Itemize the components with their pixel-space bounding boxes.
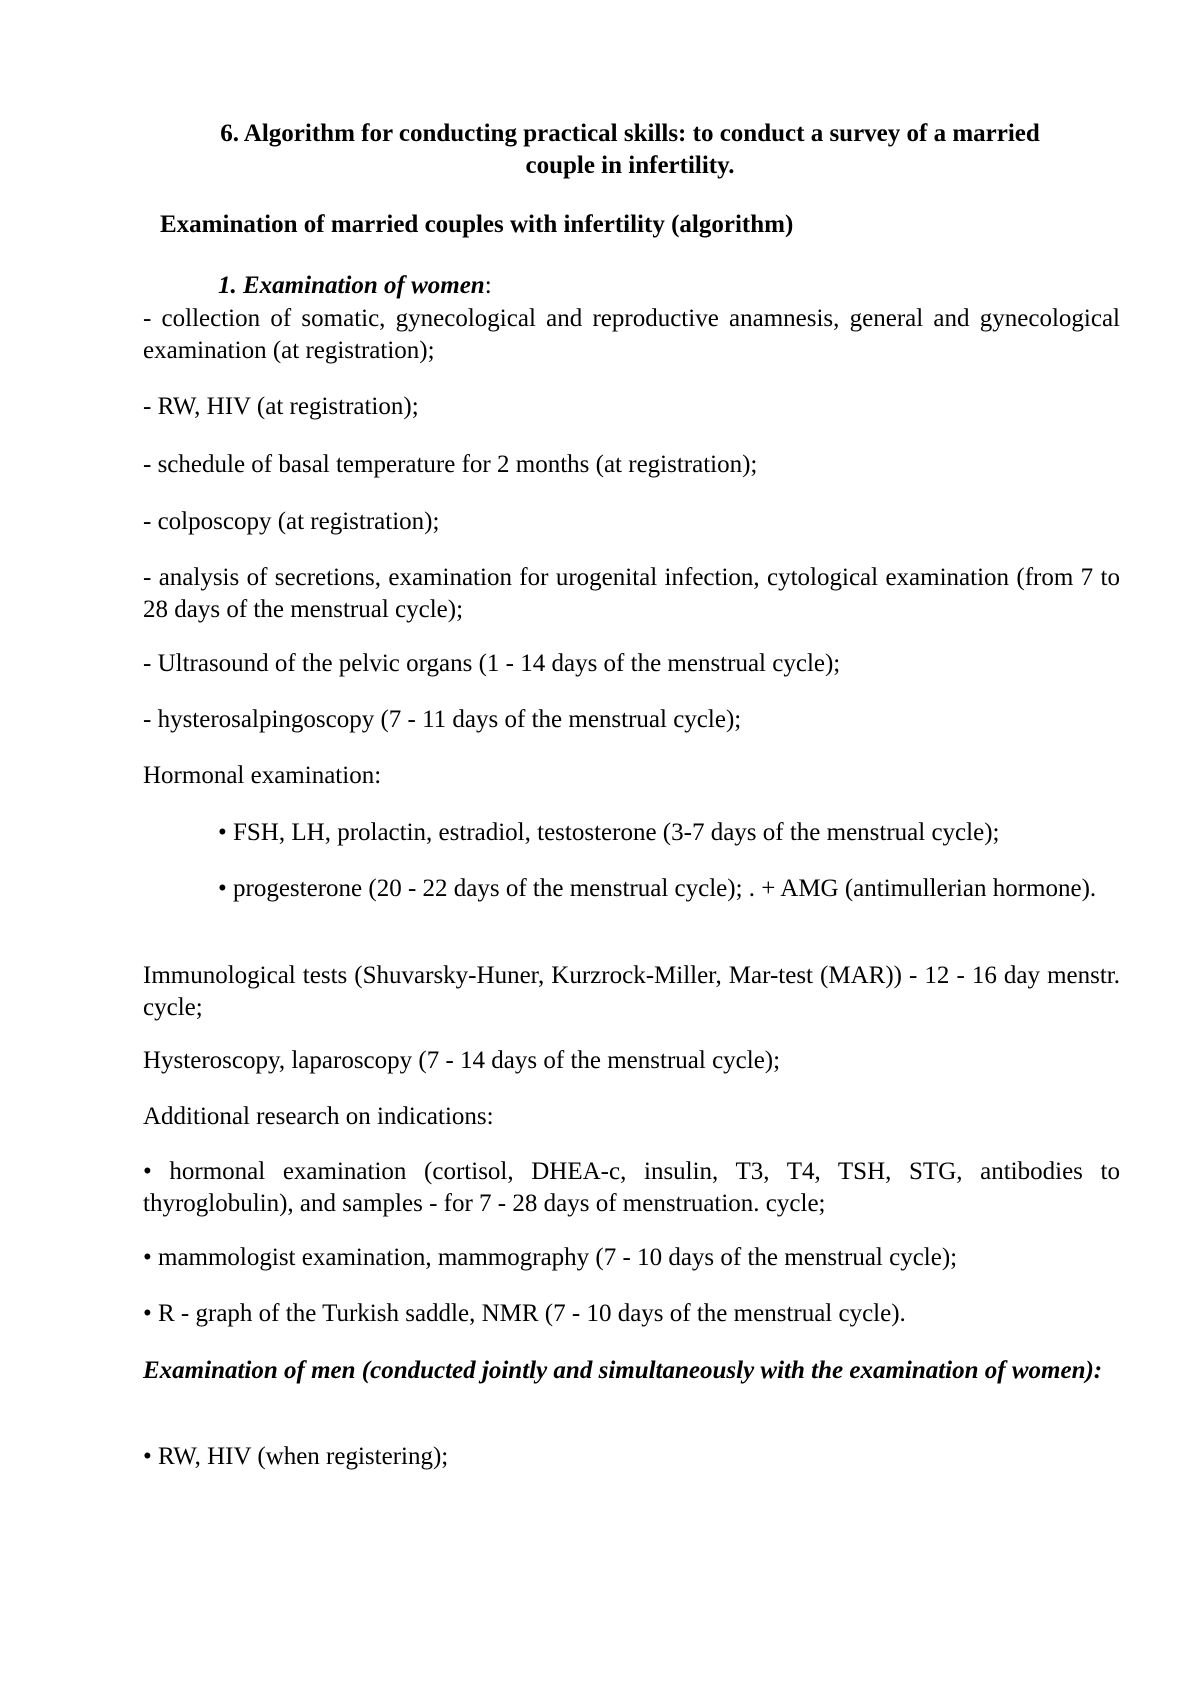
section-heading-men: Examination of men (conducted jointly and simultaneously with the examination of women): (143, 1357, 1103, 1384)
hysteroscopy-line: Hysteroscopy, laparoscopy (7 - 14 days of the menstrual cycle); (143, 1047, 781, 1074)
section-heading-colon: : (484, 272, 492, 299)
section-heading-women-text: 1. Examination of women (218, 272, 485, 299)
additional-heading: Additional research on indications: (143, 1103, 494, 1130)
women-item: - hysterosalpingoscopy (7 - 11 days of the menstrual cycle); (143, 706, 742, 733)
hormonal-item: • progesterone (20 - 22 days of the menstrual cycle); . + AMG (antimullerian hormone). (218, 875, 1097, 902)
hormonal-heading: Hormonal examination: (143, 762, 382, 789)
immunological-tests: Immunological tests (Shuvarsky-Huner, Kurzrock-Miller, Mar-test (MAR)) - 12 - 16 day menstr. cycle; (143, 962, 1120, 1021)
women-item: - analysis of secretions, examination for urogenital infection, cytological examination (from 7 to 28 days of the menstrual cycle); (143, 564, 1120, 623)
additional-item: • R - graph of the Turkish saddle, NMR (7 - 10 days of the menstrual cycle). (143, 1300, 906, 1327)
title-line-1: 6. Algorithm for conducting practical skills: to conduct a survey of a married (220, 120, 1040, 147)
section-heading-women (218, 270, 492, 302)
additional-item: • hormonal examination (cortisol, DHEA-c, insulin, T3, T4, TSH, STG, antibodies to thyroglobulin), and samples - for 7 - 28 days of menstruation. cycle; (143, 1158, 1120, 1217)
women-item: - schedule of basal temperature for 2 months (at registration); (143, 451, 758, 478)
men-item: • RW, HIV (when registering); (143, 1443, 449, 1470)
women-item: - colposcopy (at registration); (143, 508, 440, 535)
additional-item: • mammologist examination, mammography (7 - 10 days of the menstrual cycle); (143, 1244, 958, 1271)
women-item: - Ultrasound of the pelvic organs (1 - 14 days of the menstrual cycle); (143, 650, 841, 677)
document-subtitle: Examination of married couples with infertility (algorithm) (160, 211, 794, 238)
title-line-2: couple in infertility. (525, 152, 735, 179)
hormonal-item: • FSH, LH, prolactin, estradiol, testosterone (3-7 days of the menstrual cycle); (218, 819, 1000, 846)
women-item: - collection of somatic, gynecological and reproductive anamnesis, general and gynecological examination (at registration); (143, 305, 1120, 364)
women-item: - RW, HIV (at registration); (143, 393, 419, 420)
document-title (140, 118, 1120, 182)
